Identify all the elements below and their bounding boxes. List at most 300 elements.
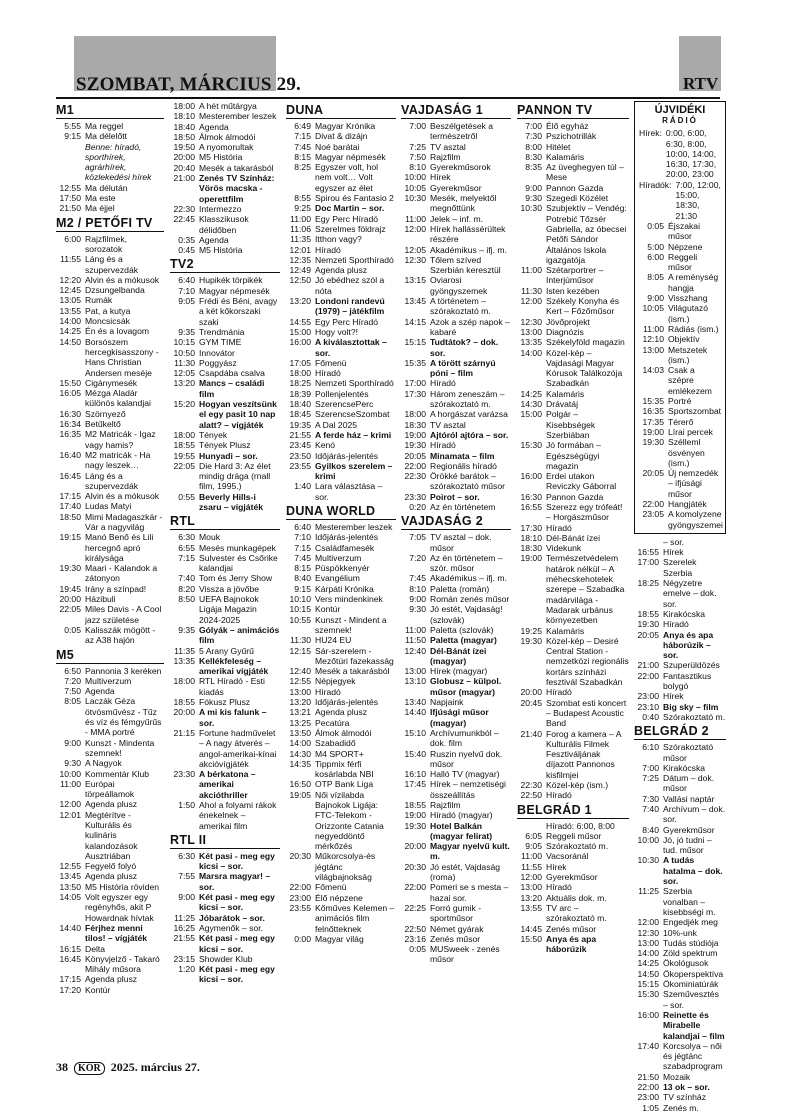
- program-time: 21:00: [173, 173, 195, 184]
- program-time: 0:35: [178, 234, 195, 245]
- program-time: 7:15: [294, 131, 311, 142]
- program-row: [639, 272, 721, 293]
- program-row: [517, 872, 629, 882]
- program-time: 14:03: [642, 365, 664, 376]
- program-time: 6:10: [642, 742, 659, 753]
- program-time: 19:30: [404, 440, 426, 451]
- program-time: 20:00: [520, 687, 542, 698]
- program-time: 14:25: [59, 326, 81, 337]
- program-row: [56, 861, 164, 871]
- program-time: 7:25: [409, 141, 426, 152]
- program-time: 6:00: [64, 233, 81, 244]
- program-row: [401, 532, 511, 553]
- program-time: 0:20: [409, 501, 426, 512]
- program-row: [56, 388, 164, 409]
- program-title: Frédi és Béni, avagy a két kőkorszaki szaki: [199, 296, 278, 327]
- program-time: 16:05: [59, 388, 81, 399]
- program-time: 18:10: [173, 111, 195, 122]
- program-time: 13:10: [404, 676, 426, 687]
- program-row: [401, 553, 511, 574]
- program-title: Gyilkos szerelem – krimi: [315, 460, 393, 482]
- program-title: Akadémikus – ifj. m.: [430, 244, 507, 255]
- program-title: Portré: [668, 396, 692, 407]
- program-title: Tom és Jerry Show: [199, 573, 273, 584]
- program-row: [401, 646, 511, 667]
- program-row: [56, 923, 164, 944]
- program-time: 14:50: [637, 968, 659, 979]
- program-time: 16:45: [59, 470, 81, 481]
- program-title: Híradó: [546, 522, 572, 533]
- program-row: [286, 327, 396, 337]
- program-row: [286, 358, 396, 368]
- program-row: [634, 979, 726, 989]
- program-time: 12:10: [642, 334, 664, 345]
- program-time: 8:15: [294, 563, 311, 574]
- program-time: 22:30: [404, 471, 426, 482]
- program-title: M5 História: [199, 152, 243, 163]
- program-title: Két pasi - meg egy kicsi – sor.: [199, 850, 275, 872]
- program-row: [401, 944, 511, 965]
- program-title: Láng és a szupervezdák: [85, 254, 139, 275]
- program-title: SzerencseSzombat: [315, 409, 390, 420]
- program-row: [401, 275, 511, 296]
- program-time: 21:00: [637, 660, 659, 671]
- program-time: 17:15: [59, 491, 81, 502]
- program-title: Erdei utakon Reviczky Gáborral: [546, 471, 617, 492]
- program-row: [286, 193, 396, 203]
- program-row: [639, 324, 721, 334]
- program-time: 13:00: [289, 686, 311, 697]
- program-row: [286, 604, 396, 614]
- channel-title: VAJDASÁG 1: [401, 103, 511, 119]
- program-time: 14:40: [59, 922, 81, 933]
- program-row: [286, 759, 396, 780]
- program-time: 6:05: [525, 830, 542, 841]
- program-time: Híradók:: [639, 179, 672, 190]
- program-title: Csak a szépre emlékezem: [668, 365, 712, 396]
- program-title: Borsószem hercegkisasszony - Hans Christian Andersen meséje: [85, 336, 159, 378]
- program-row: [634, 712, 726, 722]
- program-title: Vissza a jövőbe: [199, 583, 260, 594]
- program-title: Mesék, melyektől megnőttünk: [430, 193, 497, 214]
- program-title: Hírek: [663, 547, 684, 558]
- program-time: 11:50: [405, 635, 426, 646]
- program-row: [639, 303, 721, 324]
- program-time: 10:55: [289, 614, 311, 625]
- program-title: Időjárás-jelentés: [315, 450, 379, 461]
- program-row: [286, 728, 396, 738]
- program-time: 11:30: [290, 635, 311, 646]
- program-title: Londoni randevú (1979) – játékfilm: [315, 296, 385, 317]
- program-title: Híradó: [315, 368, 341, 379]
- program-title: Örökké barátok – szórakoztató műsor: [430, 471, 505, 492]
- program-title: Hírek – nemzetiségi összeállítás: [430, 779, 506, 800]
- program-title: Multiverzum: [315, 552, 362, 563]
- program-time: 20:05: [637, 629, 659, 640]
- program-title: Álmok álmodói: [199, 131, 256, 142]
- program-time: 9:05: [178, 296, 195, 307]
- program-row: [170, 368, 280, 378]
- program-row: [401, 389, 511, 410]
- program-row: [286, 162, 396, 193]
- program-title: Irány a színpad!: [85, 583, 147, 594]
- program-time: 19:05: [289, 789, 311, 800]
- program-time: 9:30: [64, 758, 81, 769]
- program-row: [401, 594, 511, 604]
- program-row: [286, 543, 396, 553]
- program-title: Megtérítve - Kulturális és kulináris kalandozások Ausztriában: [85, 809, 138, 861]
- program-title: Agenda plusz: [85, 974, 138, 985]
- program-title: Európai törpeállamok: [85, 778, 135, 800]
- program-title: Pszichotrillák: [546, 131, 597, 142]
- page-number: 38: [56, 1060, 68, 1074]
- program-time: 6:50: [64, 665, 81, 676]
- program-time: 7:00: [409, 121, 426, 131]
- program-time: 19:45: [59, 583, 81, 594]
- program-time: 21:50: [59, 203, 81, 214]
- program-row: [517, 296, 629, 317]
- program-title: Természetvédelem határok nélkül – A méhecskehotelek szerepe – Szabadka madárvilága - Madarak urbánus környezetben: [546, 553, 625, 626]
- program-title: Objektív: [668, 334, 700, 345]
- program-time: 14:30: [289, 748, 311, 759]
- program-title: Dél-Bánát ízei: [546, 532, 600, 543]
- program-row: [56, 471, 164, 492]
- program-row: [286, 573, 396, 583]
- program-title: Benne: híradó, sporthírek, agrárhírek, közlekedési hírek: [85, 141, 152, 183]
- program-time: 19:00: [642, 426, 664, 437]
- program-time: 17:30: [520, 522, 542, 533]
- program-title: Evangélium: [315, 573, 360, 584]
- program-title: Agenda: [199, 234, 229, 245]
- program-row: [401, 625, 511, 635]
- program-row: [170, 163, 280, 173]
- program-time: 12:40: [289, 666, 311, 677]
- program-row: [401, 800, 511, 810]
- program-time: 14:00: [520, 347, 542, 358]
- program-title: Házibuli: [85, 594, 116, 605]
- channel-section: [56, 648, 164, 996]
- program-title: Minamata – film: [430, 450, 495, 461]
- program-row: [170, 697, 280, 707]
- program-title: Ökológusok: [663, 958, 709, 969]
- program-row: [401, 172, 511, 182]
- program-time: 19:30: [404, 820, 426, 831]
- program-title: Ahol a folyami rákok énekelnek – amerikai film: [199, 800, 277, 831]
- program-title: Divat & dizájn: [315, 131, 368, 142]
- program-time: 23:00: [289, 892, 311, 903]
- program-title: Fegyelő folyó: [85, 861, 137, 872]
- program-time: 23:50: [289, 450, 311, 461]
- program-time: 9:00: [525, 182, 542, 193]
- program-title: Ökominiatúrák: [663, 979, 719, 990]
- program-row: [401, 214, 511, 224]
- program-title: Poirot – sor.: [430, 491, 480, 502]
- program-row: [170, 245, 280, 255]
- program-time: 8:10: [409, 583, 426, 594]
- program-time: 13:55: [59, 305, 81, 316]
- program-row: [639, 334, 721, 344]
- program-title: Fantasztikus bolygó: [663, 670, 712, 692]
- program-time: 7:50: [64, 686, 81, 697]
- program-row: [634, 742, 726, 763]
- program-title: Híradó: [663, 619, 689, 630]
- program-time: 6:40: [178, 275, 195, 286]
- program-time: 16:34: [59, 419, 81, 430]
- program-time: 7:45: [294, 552, 311, 563]
- program-row: [56, 666, 164, 676]
- program-row: [634, 938, 726, 948]
- program-row: [639, 468, 721, 499]
- program-title: Jó formában – Egészségügyi magazin: [546, 440, 601, 471]
- program-row: [517, 790, 629, 800]
- program-row: [56, 512, 164, 533]
- program-title: Rumák: [85, 295, 113, 306]
- program-row: [286, 646, 396, 667]
- channel-title: TV2: [170, 257, 280, 273]
- program-title: Napjaink: [430, 697, 464, 708]
- program-time: 20:00: [404, 841, 426, 852]
- program-title: Ifjúsági műsor (magyar): [430, 707, 489, 728]
- program-time: 1:40: [294, 481, 311, 492]
- program-title: A nyomorultak: [199, 142, 254, 153]
- program-title: Reggeli műsor: [668, 251, 698, 273]
- program-row: [639, 437, 721, 468]
- program-row: [401, 707, 511, 728]
- program-time: 23:00: [637, 1092, 659, 1103]
- program-row: [401, 749, 511, 770]
- program-row: [286, 635, 396, 645]
- program-row: [634, 547, 726, 557]
- program-row: [56, 954, 164, 975]
- program-time: 19:15: [59, 532, 81, 543]
- channel-title: RTL II: [170, 833, 280, 849]
- program-row: [170, 275, 280, 285]
- program-time: 13:35: [173, 655, 195, 666]
- program-row: [401, 862, 511, 883]
- program-title: Magyar Krónika: [315, 121, 376, 131]
- program-title: Mesterember leszek: [199, 111, 277, 122]
- page-footer: [56, 1060, 200, 1075]
- program-title: Gyerekműsor: [546, 872, 598, 883]
- program-time: 11:25: [174, 912, 195, 923]
- program-time: 19:30: [637, 619, 659, 630]
- program-row: [56, 584, 164, 594]
- program-row: [634, 630, 726, 661]
- program-time: 21:50: [637, 1071, 659, 1082]
- program-title: Kalisszák mögött - az A38 hajón: [85, 624, 156, 646]
- program-time: 11:35: [174, 645, 195, 656]
- program-title: Drávatáj: [546, 399, 578, 410]
- program-title: Jövőprojekt: [546, 316, 590, 327]
- program-time: 17:40: [59, 501, 81, 512]
- program-row: [517, 831, 629, 841]
- program-time: 15:50: [520, 933, 542, 944]
- program-time: 20:40: [173, 162, 195, 173]
- program-row: [517, 903, 629, 924]
- program-time: 6:30: [178, 850, 195, 861]
- program-row: [634, 969, 726, 979]
- program-time: 5:00: [647, 241, 664, 252]
- program-time: 9:35: [178, 624, 195, 635]
- program-row: [170, 111, 280, 121]
- program-time: 13:05: [59, 295, 81, 306]
- program-row: [56, 686, 164, 696]
- program-row: [56, 779, 164, 800]
- program-title: Engedjék meg: [663, 917, 718, 928]
- program-time: 16:30: [59, 408, 81, 419]
- program-title: Visszhang: [668, 293, 708, 304]
- program-title: Élő egyház: [546, 121, 589, 131]
- program-row: [401, 635, 511, 645]
- program-title: Közel-kép – Vajdasági Magyar Kórusok Találkozója Szabadkán: [546, 347, 623, 389]
- program-time: 12:40: [404, 645, 426, 656]
- channel-title: M5: [56, 648, 164, 664]
- program-time: 12:01: [59, 809, 81, 820]
- program-title: Metszetek (ism.): [668, 344, 708, 365]
- program-time: 20:30: [289, 851, 311, 862]
- program-time: 13:00: [520, 326, 542, 337]
- program-time: 10:15: [173, 337, 195, 348]
- program-row: [56, 378, 164, 388]
- program-time: 8:40: [294, 573, 311, 584]
- channel-title: VAJDASÁG 2: [401, 514, 511, 530]
- program-title: TV asztal: [430, 141, 466, 152]
- program-row: [401, 430, 511, 440]
- program-time: 18:10: [520, 532, 542, 543]
- program-row: [634, 1072, 726, 1082]
- program-row: [401, 440, 511, 450]
- program-row: [56, 892, 164, 923]
- program-row: [286, 790, 396, 852]
- program-title: Szeművesztés – sor.: [663, 989, 719, 1010]
- program-row: [170, 296, 280, 327]
- program-title: Hírek (magyar): [430, 666, 488, 677]
- program-row: [634, 989, 726, 1010]
- program-time: 12:30: [520, 316, 542, 327]
- program-time: 20:05: [404, 450, 426, 461]
- program-title: OTP Bank Liga: [315, 779, 374, 790]
- program-title: Agymenők – sor.: [199, 922, 264, 933]
- program-time: 8:10: [409, 162, 426, 173]
- program-title: Két pasi - meg egy kicsi – sor.: [199, 933, 275, 954]
- program-row: [286, 142, 396, 152]
- program-time: 20:00: [173, 707, 195, 718]
- program-row: [286, 481, 396, 502]
- program-time: 20:45: [520, 697, 542, 708]
- channel-section: [634, 537, 726, 722]
- program-time: 15:30: [637, 989, 659, 1000]
- program-title: Diagnózis: [546, 326, 584, 337]
- program-title: Az én történetem – szór. műsor: [430, 552, 503, 574]
- program-row: [56, 121, 164, 131]
- program-title: Két pasi - meg egy kicsi – sor.: [199, 892, 275, 913]
- program-time: 11:25: [638, 886, 659, 897]
- program-title: Térerő: [668, 416, 694, 427]
- program-time: 19:55: [173, 450, 195, 461]
- program-time: 9:00: [409, 594, 426, 605]
- channel-section: [170, 101, 280, 255]
- program-title: TV színház: [663, 1092, 706, 1103]
- program-title: Kommentár Klub: [85, 768, 150, 779]
- program-title: Szórakoztató m.: [663, 711, 726, 722]
- program-title: Multiverzum: [85, 675, 132, 686]
- program-row: [401, 934, 511, 944]
- program-title: Szabadidő: [315, 738, 356, 749]
- program-time: 16:35: [59, 429, 81, 440]
- program-time: 17:40: [637, 1040, 659, 1051]
- program-title: Püspökkenyér: [315, 563, 370, 574]
- program-title: Poggyász: [199, 357, 237, 368]
- program-time: 6:49: [294, 121, 311, 131]
- program-time: 9:15: [294, 583, 311, 594]
- program-row: [170, 132, 280, 142]
- program-row: [634, 1092, 726, 1102]
- program-title: Dátum – dok. műsor: [663, 773, 715, 794]
- program-title: Agenda: [85, 686, 115, 697]
- program-time: 7:55: [178, 871, 195, 882]
- program-row: [170, 430, 280, 440]
- program-row: [286, 594, 396, 604]
- program-row: [286, 430, 396, 440]
- program-row: [517, 543, 629, 553]
- program-row: [634, 958, 726, 968]
- program-title: Hupikék törpikék: [199, 275, 263, 286]
- program-time: 7:25: [642, 773, 659, 784]
- program-row: [517, 924, 629, 934]
- program-title: – sor.: [663, 536, 685, 547]
- program-time: 18:55: [173, 697, 195, 708]
- program-title: Isten kezében: [546, 285, 600, 296]
- program-title: Tények: [199, 429, 228, 440]
- channel-title: BELGRÁD 1: [517, 803, 629, 819]
- program-time: 16:10: [404, 769, 426, 780]
- program-title: Dzsungelbanda: [85, 285, 145, 296]
- program-title: Csapdába csalva: [199, 368, 265, 379]
- program-time: Hírek:: [639, 128, 662, 139]
- program-title: Alvin és a mókusok: [85, 274, 160, 285]
- program-row: [286, 718, 396, 728]
- program-title: A reménység hangja: [668, 272, 719, 293]
- program-time: 8:05: [647, 272, 664, 283]
- program-time: 0:05: [647, 220, 664, 231]
- program-row: [401, 420, 511, 430]
- program-row: [56, 944, 164, 954]
- program-time: 16:30: [520, 491, 542, 502]
- program-row: [639, 128, 721, 179]
- program-title: Éjszakai műsor: [668, 220, 700, 242]
- program-time: 21:15: [173, 727, 195, 738]
- program-time: 23:30: [404, 491, 426, 502]
- program-time: 6:40: [294, 521, 311, 532]
- program-time: 0:40: [642, 711, 659, 722]
- program-title: Showder Klub: [199, 953, 253, 964]
- program-time: 11:30: [521, 285, 542, 296]
- program-title: Die Hard 3: Az élet mindig drága (rnall film, 1995.): [199, 460, 271, 492]
- program-time: 17:05: [289, 357, 311, 368]
- program-row: [401, 461, 511, 471]
- program-row: [634, 578, 726, 609]
- program-time: 19:00: [404, 810, 426, 821]
- program-title: M2 Matricák - Igaz vagy hamis?: [85, 429, 156, 450]
- program-title: Szubjektív – Vendég: Potrebić Tőzsér Gabriella, az óbecsei Petőfi Sándor Általános Iskola igazgatója: [546, 203, 627, 265]
- program-title: Videkunk: [546, 543, 582, 554]
- program-title: Zenés műsor: [546, 923, 597, 934]
- program-title: Szerelek Szerbia: [663, 557, 697, 578]
- program-title: Mézga Aladár különös kalandjai: [85, 388, 151, 409]
- program-time: 13:20: [520, 892, 542, 903]
- program-time: 13:15: [404, 275, 426, 286]
- program-row: [170, 152, 280, 162]
